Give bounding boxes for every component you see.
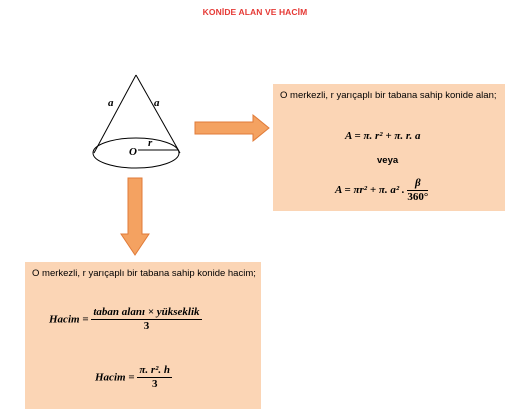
cone-diagram [88,70,188,175]
or-label: veya [377,155,399,166]
volume-formula-1-fraction [91,306,201,333]
area-formula-1: A = π. r² + π. r. a [345,130,421,142]
cone-left-edge [94,75,136,153]
area-formula-2-denominator: 360° [407,191,429,203]
volume-formula-2: Hacim = $\frac{\text{π. r². h}}{3}$ [95,364,171,390]
area-formula-1-lhs: A [345,130,352,142]
cone-edge-label-right: a [154,97,160,109]
volume-description: O merkezli, r yarıçaplı bir tabana sahip konide hacim; [32,268,256,279]
area-formula-2: A = πr² + π. a² . $\frac{\beta}{360^\circ}$ [335,177,429,203]
cone-edge-label-left: a [108,97,114,109]
cone-right-edge [136,75,180,153]
arrow-down-icon [119,176,151,258]
cone-center-label: O [129,146,137,158]
area-formula-2-numerator: β [407,177,428,191]
area-formula-1-rhs: π. r² + π. r. a [363,130,421,142]
volume-formula-1-denominator: 3 [143,320,150,332]
volume-info-panel [25,262,261,409]
volume-formula-1-numerator: taban alanı × yükseklik [93,306,200,318]
volume-formula-2-fraction [137,364,172,391]
area-formula-2-lhs: A [335,184,342,197]
arrow-right-icon [193,113,273,143]
volume-formula-1: Hacim = $\frac{\text{taban alanı × yükseklik}}{3}$ [49,306,200,332]
area-formula-2-rhs: πr² + π. a² . [353,184,405,197]
area-info-panel [273,84,505,211]
cone-radius-label: r [148,137,153,149]
volume-formula-2-numerator: π. r². h [139,364,171,376]
volume-formula-2-lhs: Hacim [95,371,126,384]
volume-formula-2-denominator: 3 [151,378,158,390]
page-title: KONİDE ALAN VE HACİM [202,7,308,17]
area-formula-2-fraction [407,177,428,204]
area-description: O merkezli, r yarıçaplı bir tabana sahip konide alan; [280,90,497,101]
volume-formula-1-lhs: Hacim [49,313,80,326]
